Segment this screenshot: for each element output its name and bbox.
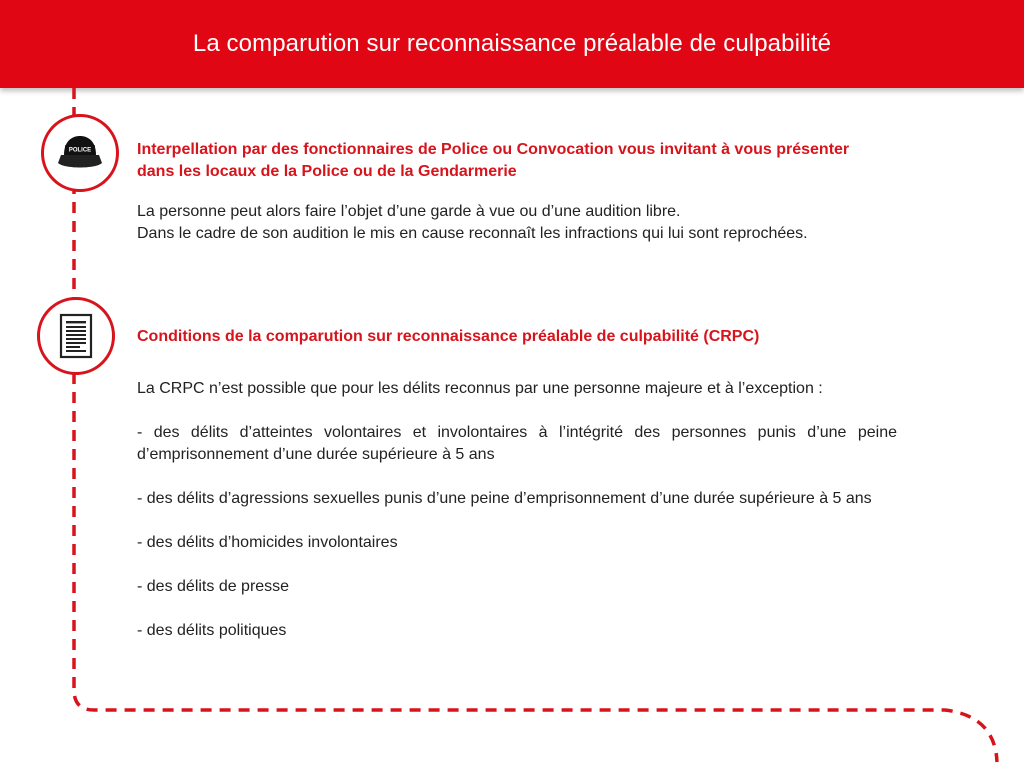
exception-item-2: - des délits d’agressions sexuelles punis d’une peine d’emprisonnement d’une durée supérieure à 5 ans (137, 490, 872, 507)
step1-icon-circle (41, 114, 119, 192)
police-cap-label: POLICE (68, 147, 92, 154)
exception-item-5: - des délits politiques (137, 622, 287, 639)
exception-item-1: - des délits d’atteintes volontaires et involontaires à l’intégrité des personnes punis d’une peine d’emprisonnement d’une durée supérieure à 5 ans (137, 424, 897, 463)
exception-item-4: - des délits de presse (137, 578, 290, 595)
step2-icon-circle (37, 297, 115, 375)
section2-title: Conditions de la comparution sur reconnaissance préalable de culpabilité (CRPC) (137, 328, 760, 345)
section1-title: Interpellation par des fonctionnaires de Police ou Convocation vous invitant à vous présenter dans les locaux de la Police ou de la Gendarmerie (137, 141, 850, 180)
page-title: La comparution sur reconnaissance préalable de culpabilité (192, 30, 832, 57)
section2-body (137, 378, 897, 642)
document-icon (58, 313, 94, 359)
police-cap-icon (56, 133, 104, 173)
section2-intro: La CRPC n’est possible que pour les délits reconnus par une personne majeure et à l’exception : (137, 380, 823, 397)
exception-item-3: - des délits d’homicides involontaires (137, 534, 398, 551)
section1-body (137, 201, 957, 245)
section1-line2: Dans le cadre de son audition le mis en cause reconnaît les infractions qui lui sont reprochées. (137, 225, 808, 242)
section1-line1: La personne peut alors faire l’objet d’une garde à vue ou d’une audition libre. (137, 203, 681, 220)
